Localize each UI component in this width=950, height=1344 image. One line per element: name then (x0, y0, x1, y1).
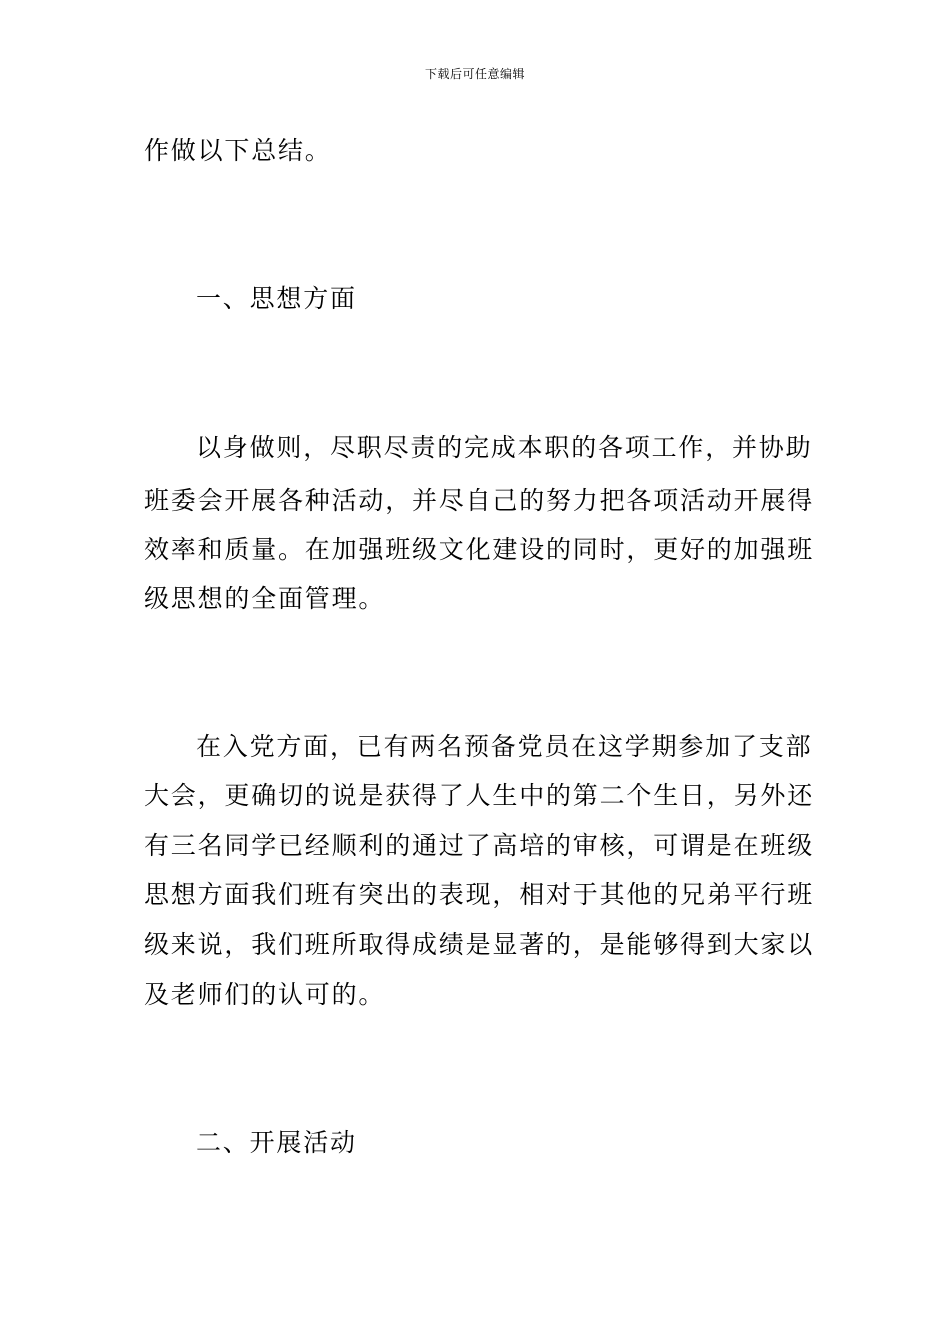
paragraph-1-line-3: 效率和质量。在加强班级文化建设的同时，更好的加强班 (144, 535, 815, 564)
intro-tail-line: 作做以下总结。 (144, 136, 332, 165)
paragraph-2-line-5: 级来说，我们班所取得成绩是显著的，是能够得到大家以 (144, 930, 815, 959)
paragraph-2-line-4: 思想方面我们班有突出的表现，相对于其他的兄弟平行班 (144, 880, 815, 909)
section-heading-thought: 一、思想方面 (196, 284, 357, 313)
paragraph-2-line-6: 及老师们的认可的。 (144, 980, 386, 1009)
paragraph-1-line-2: 班委会开展各种活动，并尽自己的努力把各项活动开展得 (144, 486, 815, 515)
paragraph-2-line-2: 大会，更确切的说是获得了人生中的第二个生日，另外还 (144, 781, 815, 810)
paragraph-2-line-3: 有三名同学已经顺利的通过了高培的审核，可谓是在班级 (144, 831, 815, 860)
paragraph-1-line-1: 以身做则，尽职尽责的完成本职的各项工作，并协助 (196, 433, 813, 462)
paragraph-2-line-1: 在入党方面，已有两名预备党员在这学期参加了支部 (196, 732, 813, 761)
section-heading-activities: 二、开展活动 (196, 1128, 357, 1157)
paragraph-1-line-4: 级思想的全面管理。 (144, 584, 386, 613)
header-note: 下载后可任意编辑 (424, 67, 525, 81)
